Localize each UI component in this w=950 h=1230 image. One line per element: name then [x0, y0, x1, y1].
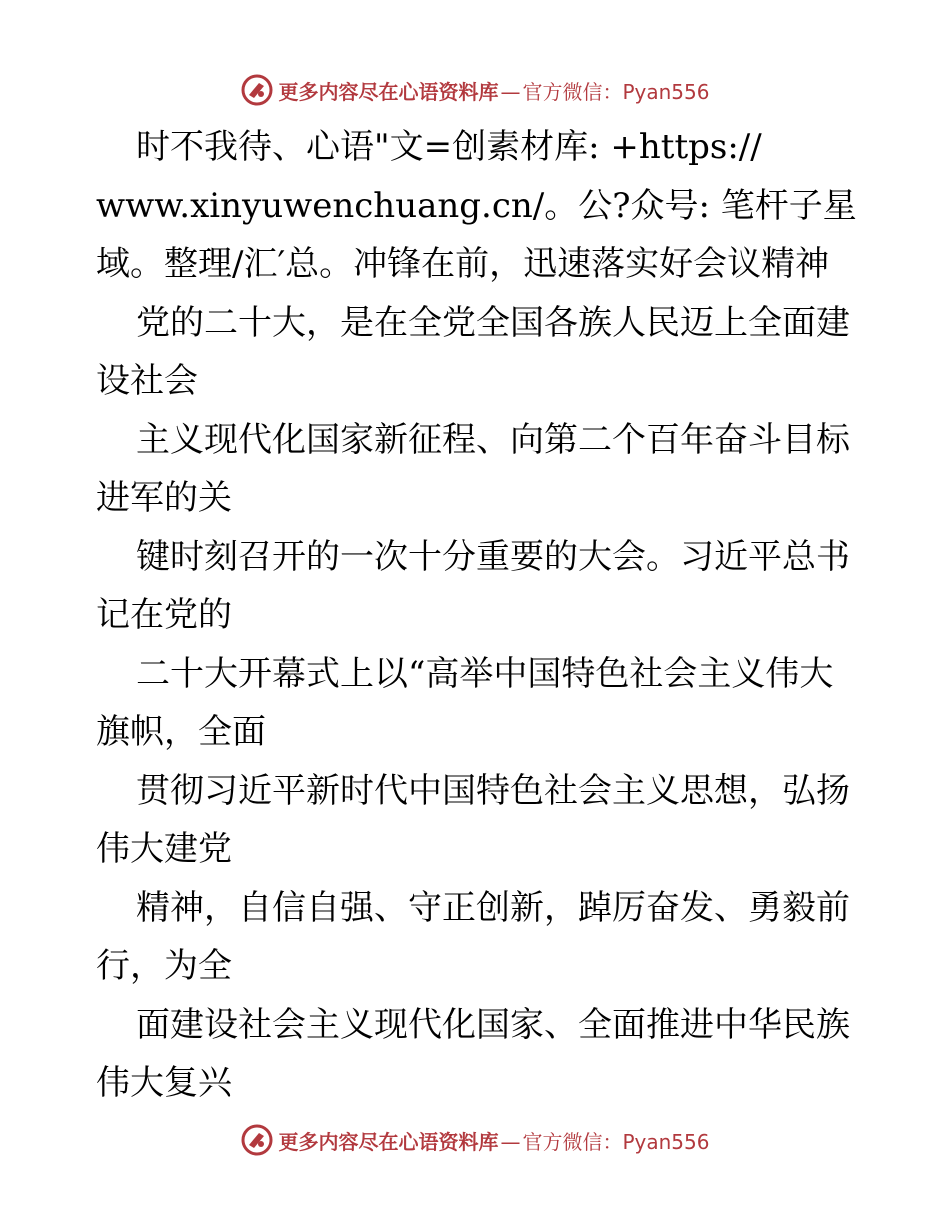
body-line: 记在党的: [96, 595, 232, 635]
body-line: 域。整理/汇′总。冲锋在前，迅速落实好会议精神: [96, 244, 830, 284]
body-line: 伟大建党: [96, 829, 232, 869]
body-line: 党的二十大，是在全党全国各族人民迈上全面建: [136, 302, 850, 343]
body-line: 伟大复兴: [96, 1063, 232, 1103]
body-line: 键时刻召开的一次十分重要的大会。习近平总书: [136, 536, 850, 577]
body-line: 主义现代化国家新征程、向第二个百年奋斗目标: [136, 419, 850, 460]
body-line: 行，为全: [96, 946, 232, 986]
banner-separator: —: [500, 1129, 521, 1154]
body-line: 面建设社会主义现代化国家、全面推进中华民族: [136, 1004, 850, 1045]
body-line: 设社会: [96, 361, 198, 401]
footer-watermark-banner: [0, 1122, 950, 1158]
banner-main-text: 更多内容尽在心语资料库: [278, 79, 499, 104]
body-line: 进军的关: [96, 478, 232, 518]
body-line: 旗帜，全面: [96, 712, 266, 752]
brand-logo-icon: [240, 73, 274, 107]
body-line: 贯彻习近平新时代中国特色社会主义思想，弘扬: [136, 770, 850, 811]
body-line: 精神，自信自强、守正创新，踔厉奋发、勇毅前: [136, 887, 850, 928]
banner-main-text: 更多内容尽在心语资料库: [278, 1129, 499, 1154]
banner-contact-text: 官方微信：Pyan556: [522, 1129, 710, 1154]
banner-separator: —: [500, 79, 521, 104]
brand-logo-icon: [240, 1123, 274, 1157]
body-line: 时不我待、心语"文=创素材库: +https://: [136, 127, 762, 167]
body-line: 二十大开幕式上以“高举中国特色社会主义伟大: [136, 653, 834, 694]
document-body: [96, 118, 856, 1113]
banner-contact-text: 官方微信：Pyan556: [522, 79, 710, 104]
body-line: www.xinyuwenchuang.cn/。公?众号: 笔杆子星: [96, 185, 857, 226]
header-watermark-banner: [0, 72, 950, 108]
